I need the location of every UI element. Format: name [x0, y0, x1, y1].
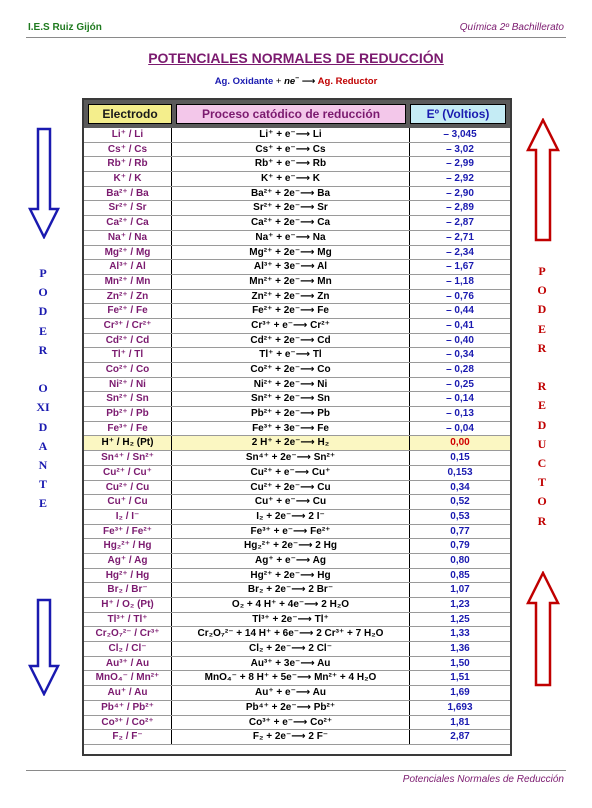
potential-cell: 0,79 — [450, 540, 470, 552]
process-cell: Fe²⁺ + 2e⁻⟶ Fe — [172, 304, 410, 318]
process-cell: Cr³⁺ + e⁻⟶ Cr²⁺ — [172, 319, 410, 333]
electrode-cell: Mn²⁺ / Mn — [84, 275, 172, 289]
process-cell: Al³⁺ + 3e⁻⟶ Al — [172, 260, 410, 274]
electrode-cell: Ni²⁺ / Ni — [84, 378, 172, 392]
process-cell: Au⁺ + e⁻⟶ Au — [172, 686, 410, 700]
process-cell: Sr²⁺ + 2e⁻⟶ Sr — [172, 201, 410, 215]
table-row — [84, 481, 510, 496]
table-row — [84, 495, 510, 510]
table-row — [84, 231, 510, 246]
table-row — [84, 187, 510, 202]
process-cell: Pb⁴⁺ + 2e⁻⟶ Pb²⁺ — [172, 701, 410, 715]
footer-divider — [26, 770, 566, 771]
potential-cell: 1,23 — [450, 599, 470, 610]
process-cell: Tl⁺ + e⁻⟶ Tl — [172, 348, 410, 362]
header-process: Proceso catódico de reducción — [176, 104, 406, 124]
table-row — [84, 216, 510, 231]
process-cell: K⁺ + e⁻⟶ K — [172, 172, 410, 186]
potential-cell: 0,52 — [450, 496, 470, 508]
electrode-cell: K⁺ / K — [84, 172, 172, 186]
process-cell: Cl₂ + 2e⁻⟶ 2 Cl⁻ — [172, 642, 410, 656]
electrode-cell: F₂ / F⁻ — [84, 730, 172, 744]
electrode-cell: Sr²⁺ / Sr — [84, 201, 172, 215]
table-row — [84, 201, 510, 216]
potential-cell: 0,00 — [450, 437, 470, 449]
potential-cell: – 2,99 — [446, 158, 474, 170]
electrode-cell: Sn⁴⁺ / Sn²⁺ — [84, 451, 172, 465]
electrons-label: ne — [284, 76, 296, 88]
process-cell: Sn²⁺ + 2e⁻⟶ Sn — [172, 392, 410, 406]
electrode-cell: Au⁺ / Au — [84, 686, 172, 700]
potential-cell: – 0,14 — [446, 393, 474, 405]
electrode-cell: Zn²⁺ / Zn — [84, 290, 172, 304]
process-cell: Au³⁺ + 3e⁻⟶ Au — [172, 657, 410, 671]
potential-cell: 1,693 — [447, 701, 473, 713]
process-cell: Fe³⁺ + 3e⁻⟶ Fe — [172, 422, 410, 436]
potential-cell: – 0,25 — [446, 378, 474, 390]
electrode-cell: MnO₄⁻ / Mn²⁺ — [84, 671, 172, 685]
potential-cell: – 3,045 — [443, 129, 477, 140]
electrode-cell: Co²⁺ / Co — [84, 363, 172, 377]
electrode-cell: I₂ / I⁻ — [84, 510, 172, 524]
electrode-cell: Cu²⁺ / Cu — [84, 481, 172, 495]
table-row — [84, 466, 510, 481]
process-cell: Br₂ + 2e⁻⟶ 2 Br⁻ — [172, 583, 410, 597]
oxidant-label: Ag. Oxidante — [214, 76, 274, 88]
potential-cell: – 2,34 — [446, 246, 474, 258]
vertical-word: REDUCTOR — [537, 379, 547, 528]
process-cell: Ni²⁺ + 2e⁻⟶ Ni — [172, 378, 410, 392]
potential-cell: – 0,13 — [446, 408, 474, 420]
table-row — [84, 363, 510, 378]
potential-cell: 1,51 — [450, 672, 470, 684]
potential-cell: – 2,71 — [446, 231, 474, 243]
reductor-label: Ag. Reductor — [317, 76, 378, 88]
electrode-cell: Ca²⁺ / Ca — [84, 216, 172, 230]
table-row — [84, 613, 510, 628]
potential-cell: – 0,41 — [446, 319, 474, 331]
table-row — [84, 569, 510, 584]
electrode-cell: Ag⁺ / Ag — [84, 554, 172, 568]
vertical-word: PODER — [38, 266, 48, 357]
process-cell: Tl³⁺ + 2e⁻⟶ Tl⁺ — [172, 613, 410, 627]
table-row — [84, 554, 510, 569]
table-row — [84, 407, 510, 422]
potential-cell: 1,69 — [450, 687, 470, 699]
course-name: Química 2º Bachillerato — [459, 22, 564, 33]
potential-cell: – 1,18 — [446, 275, 474, 287]
process-cell: Cs⁺ + e⁻⟶ Cs — [172, 143, 410, 157]
table-row — [84, 451, 510, 466]
potential-cell: – 1,67 — [446, 261, 474, 273]
electrode-cell: Co³⁺ / Co²⁺ — [84, 716, 172, 730]
reducing-power-label — [535, 262, 549, 531]
electrode-cell: Tl⁺ / Tl — [84, 348, 172, 362]
process-cell: Pb²⁺ + 2e⁻⟶ Pb — [172, 407, 410, 421]
potential-cell: – 0,44 — [446, 305, 474, 317]
electrode-cell: Br₂ / Br⁻ — [84, 583, 172, 597]
table-row — [84, 436, 510, 451]
process-cell: Na⁺ + e⁻⟶ Na — [172, 231, 410, 245]
electrode-cell: Rb⁺ / Rb — [84, 157, 172, 171]
plus-sign: + — [273, 76, 285, 88]
table-row — [84, 583, 510, 598]
potential-cell: – 3,02 — [446, 143, 474, 155]
table-row — [84, 598, 510, 613]
process-cell: Co²⁺ + 2e⁻⟶ Co — [172, 363, 410, 377]
electrode-cell: H⁺ / O₂ (Pt) — [84, 598, 172, 612]
process-cell: I₂ + 2e⁻⟶ 2 I⁻ — [172, 510, 410, 524]
table-row — [84, 304, 510, 319]
electrode-cell: H⁺ / H₂ (Pt) — [84, 436, 172, 450]
process-cell: Ca²⁺ + 2e⁻⟶ Ca — [172, 216, 410, 230]
table-row — [84, 319, 510, 334]
electrode-cell: Hg₂²⁺ / Hg — [84, 539, 172, 553]
potential-cell: 2,87 — [450, 731, 470, 743]
table-row — [84, 246, 510, 261]
electrode-cell: Cu²⁺ / Cu⁺ — [84, 466, 172, 480]
header-divider — [26, 37, 566, 38]
table-row — [84, 392, 510, 407]
process-cell: Cu⁺ + e⁻⟶ Cu — [172, 495, 410, 509]
table-row — [84, 539, 510, 554]
vertical-word: OXIDANTE — [36, 381, 50, 511]
arrow-glyph: ⟶ — [301, 76, 316, 88]
electrode-cell: Au³⁺ / Au — [84, 657, 172, 671]
potential-cell: 1,81 — [450, 716, 470, 728]
table-row — [84, 671, 510, 686]
potential-cell: 0,77 — [450, 525, 470, 537]
process-cell: Ag⁺ + e⁻⟶ Ag — [172, 554, 410, 568]
potential-cell: 0,15 — [450, 452, 470, 464]
process-cell: 2 H⁺ + 2e⁻⟶ H₂ — [172, 436, 410, 450]
process-cell: Li⁺ + e⁻⟶ Li — [172, 128, 410, 142]
electrode-cell: Cu⁺ / Cu — [84, 495, 172, 509]
table-row — [84, 642, 510, 657]
potential-cell: 1,33 — [450, 628, 470, 640]
potential-cell: – 2,89 — [446, 202, 474, 214]
header-electrode: Electrodo — [88, 104, 172, 124]
potential-cell: 1,25 — [450, 613, 470, 625]
potential-cell: – 0,40 — [446, 334, 474, 346]
word-gap — [535, 358, 549, 377]
potential-cell: 0,85 — [450, 569, 470, 581]
table-row — [84, 627, 510, 642]
table-row — [84, 290, 510, 305]
table-row — [84, 510, 510, 525]
electrode-cell: Fe³⁺ / Fe — [84, 422, 172, 436]
table-row — [84, 157, 510, 172]
potential-cell: 0,80 — [450, 554, 470, 566]
table-header — [84, 100, 510, 128]
process-cell: Sn⁴⁺ + 2e⁻⟶ Sn²⁺ — [172, 451, 410, 465]
down-arrow-icon — [28, 598, 60, 696]
electrode-cell: Fe²⁺ / Fe — [84, 304, 172, 318]
header-potential: Eº (Voltios) — [410, 104, 506, 124]
potential-cell: 1,36 — [450, 643, 470, 655]
process-cell: Zn²⁺ + 2e⁻⟶ Zn — [172, 290, 410, 304]
electrode-cell: Fe³⁺ / Fe²⁺ — [84, 525, 172, 539]
electrode-cell: Pb⁴⁺ / Pb²⁺ — [84, 701, 172, 715]
process-cell: Cd²⁺ + 2e⁻⟶ Cd — [172, 334, 410, 348]
school-name: I.E.S Ruiz Gijón — [28, 22, 102, 33]
table-row — [84, 730, 510, 745]
table-row — [84, 275, 510, 290]
potential-cell: 0,34 — [450, 481, 470, 493]
process-cell: Hg²⁺ + 2e⁻⟶ Hg — [172, 569, 410, 583]
potential-cell: – 2,92 — [446, 173, 474, 185]
process-cell: Hg₂²⁺ + 2e⁻⟶ 2 Hg — [172, 539, 410, 553]
process-cell: Fe³⁺ + e⁻⟶ Fe²⁺ — [172, 525, 410, 539]
potential-cell: – 2,87 — [446, 217, 474, 229]
electrode-cell: Na⁺ / Na — [84, 231, 172, 245]
electrode-cell: Hg²⁺ / Hg — [84, 569, 172, 583]
process-cell: Rb⁺ + e⁻⟶ Rb — [172, 157, 410, 171]
process-cell: Cu²⁺ + 2e⁻⟶ Cu — [172, 481, 410, 495]
electrode-cell: Cr₂O₇²⁻ / Cr³⁺ — [84, 627, 172, 641]
electrode-cell: Cd²⁺ / Cd — [84, 334, 172, 348]
process-cell: MnO₄⁻ + 8 H⁺ + 5e⁻⟶ Mn²⁺ + 4 H₂O — [172, 671, 410, 685]
process-cell: Ba²⁺ + 2e⁻⟶ Ba — [172, 187, 410, 201]
up-arrow-icon — [526, 571, 560, 687]
footer-title: Potenciales Normales de Reducción — [402, 774, 564, 785]
table-row — [84, 422, 510, 437]
vertical-word: PODER — [537, 264, 547, 355]
page-title: POTENCIALES NORMALES DE REDUCCIÓN — [148, 50, 444, 66]
process-cell: Cu²⁺ + e⁻⟶ Cu⁺ — [172, 466, 410, 480]
word-gap — [36, 360, 50, 379]
electrode-cell: Mg²⁺ / Mg — [84, 246, 172, 260]
electrode-cell: Cs⁺ / Cs — [84, 143, 172, 157]
electrode-cell: Pb²⁺ / Pb — [84, 407, 172, 421]
table-row — [84, 260, 510, 275]
potential-cell: 1,50 — [450, 657, 470, 669]
process-cell: Cr₂O₇²⁻ + 14 H⁺ + 6e⁻⟶ 2 Cr³⁺ + 7 H₂O — [172, 627, 410, 641]
table-row — [84, 657, 510, 672]
electrode-cell: Ba²⁺ / Ba — [84, 187, 172, 201]
table-row — [84, 128, 510, 143]
potentials-table — [82, 98, 512, 756]
potential-cell: – 0,76 — [446, 290, 474, 302]
table-row — [84, 701, 510, 716]
potential-cell: 0,153 — [447, 466, 473, 478]
table-row — [84, 378, 510, 393]
process-cell: Mg²⁺ + 2e⁻⟶ Mg — [172, 246, 410, 260]
table-row — [84, 525, 510, 540]
table-row — [84, 716, 510, 731]
electrode-cell: Al³⁺ / Al — [84, 260, 172, 274]
electrode-cell: Sn²⁺ / Sn — [84, 392, 172, 406]
potential-cell: 1,07 — [450, 584, 470, 596]
oxidizing-power-label — [36, 264, 50, 514]
process-cell: Mn²⁺ + 2e⁻⟶ Mn — [172, 275, 410, 289]
table-row — [84, 686, 510, 701]
potential-cell: – 2,90 — [446, 187, 474, 199]
down-arrow-icon — [28, 127, 60, 239]
table-row — [84, 172, 510, 187]
process-cell: O₂ + 4 H⁺ + 4e⁻⟶ 2 H₂O — [172, 598, 410, 612]
potential-cell: – 0,04 — [446, 422, 474, 434]
process-cell: Co³⁺ + e⁻⟶ Co²⁺ — [172, 716, 410, 730]
process-cell: F₂ + 2e⁻⟶ 2 F⁻ — [172, 730, 410, 744]
table-row — [84, 334, 510, 349]
electrode-cell: Cr³⁺ / Cr²⁺ — [84, 319, 172, 333]
table-body — [84, 128, 510, 745]
table-row — [84, 348, 510, 363]
potential-cell: – 0,34 — [446, 349, 474, 361]
table-row — [84, 143, 510, 158]
electrode-cell: Li⁺ / Li — [84, 128, 172, 142]
up-arrow-icon — [526, 118, 560, 242]
reduction-equation: Ag. Oxidante + ne– ⟶ Ag. Reductor — [214, 75, 378, 88]
electrode-cell: Cl₂ / Cl⁻ — [84, 642, 172, 656]
potential-cell: 0,53 — [450, 510, 470, 522]
electrode-cell: Tl³⁺ / Tl⁺ — [84, 613, 172, 627]
potential-cell: – 0,28 — [446, 364, 474, 375]
